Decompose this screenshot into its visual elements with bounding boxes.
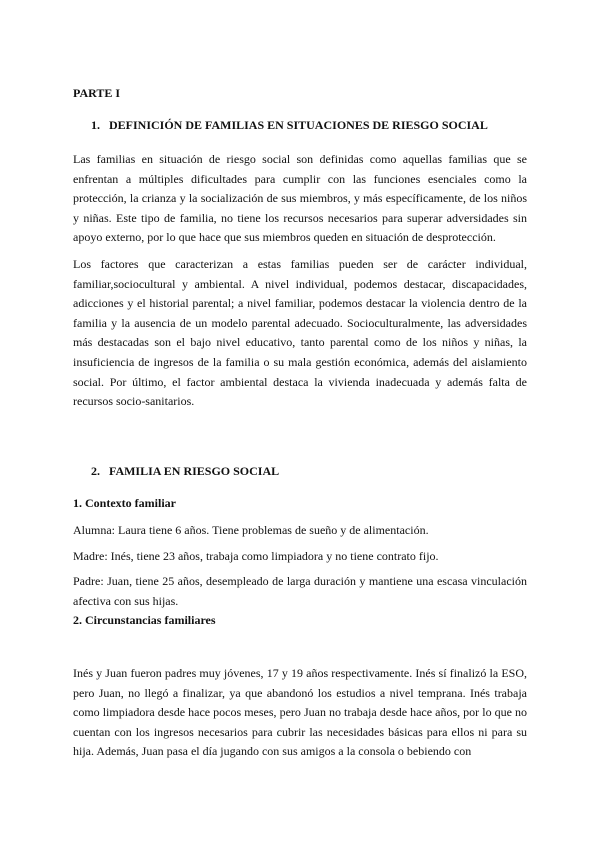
- padre-line: Padre: Juan, tiene 25 años, desempleado de larga duración y mantiene una escasa vinculación afectiva con sus hijas.: [73, 574, 527, 608]
- section-2-title: FAMILIA EN RIESGO SOCIAL: [109, 464, 280, 478]
- alumna-line: Alumna: Laura tiene 6 años. Tiene problemas de sueño y de alimentación.: [73, 523, 429, 537]
- subsection-circunstancias-familiares: 2. Circunstancias familiares: [73, 613, 216, 627]
- section-2-heading: [91, 464, 279, 479]
- section-1-number: 1.: [91, 118, 100, 132]
- subsection-contexto-familiar: 1. Contexto familiar: [73, 496, 176, 510]
- madre-line: Madre: Inés, tiene 23 años, trabaja como limpiadora y no tiene contrato fijo.: [73, 549, 439, 563]
- section-1-heading: [91, 118, 488, 133]
- part-title: PARTE I: [73, 86, 121, 100]
- section-1-paragraph-1: Las familias en situación de riesgo social son definidas como aquellas familias que se enfrentan a múltiples dificultades para cumplir con las funciones esenciales como la protección, la crianza y la socialización de sus miembros, y más específicamente, de los niños y niñas. Este tipo de familia, no tiene los recursos necesarios para superar adversidades sin apoyo externo, por lo que hace que sus miembros queden en situación de desprotección.: [73, 152, 527, 245]
- section-2-number: 2.: [91, 464, 100, 478]
- circumstances-paragraph: Inés y Juan fueron padres muy jóvenes, 17 y 19 años respectivamente. Inés sí finalizó la ESO, pero Juan, no llegó a finalizar, ya que abandonó los estudios a nivel temprana. Inés trabaja como limpiadora desde hace pocos meses, pero Juan no trabaja desde hace años, por lo que no cuentan con los ingresos necesarios para cubrir las necesidades básicas para ellos ni para su hija. Además, Juan pasa el día jugando con sus amigos a la consola o bebiendo con: [73, 666, 527, 759]
- section-1-title: DEFINICIÓN DE FAMILIAS EN SITUACIONES DE RIESGO SOCIAL: [109, 118, 488, 132]
- section-1-paragraph-2: Los factores que caracterizan a estas familias pueden ser de carácter individual, familiar,sociocultural y ambiental. A nivel individual, podemos destacar, discapacidades, adicciones y el historial parental; a nivel familiar, podemos destacar la violencia dentro de la familia y la ausencia de un modelo parental adecuado. Socioculturalmente, las adversidades más destacadas son el bajo nivel educativo, tanto parental como de los niños y niñas, la insuficiencia de ingresos de la familia o su mala gestión económica, además del aislamiento social. Por último, el factor ambiental destaca la vivienda inadecuada y además falta de recursos socio-sanitarios.: [73, 257, 527, 409]
